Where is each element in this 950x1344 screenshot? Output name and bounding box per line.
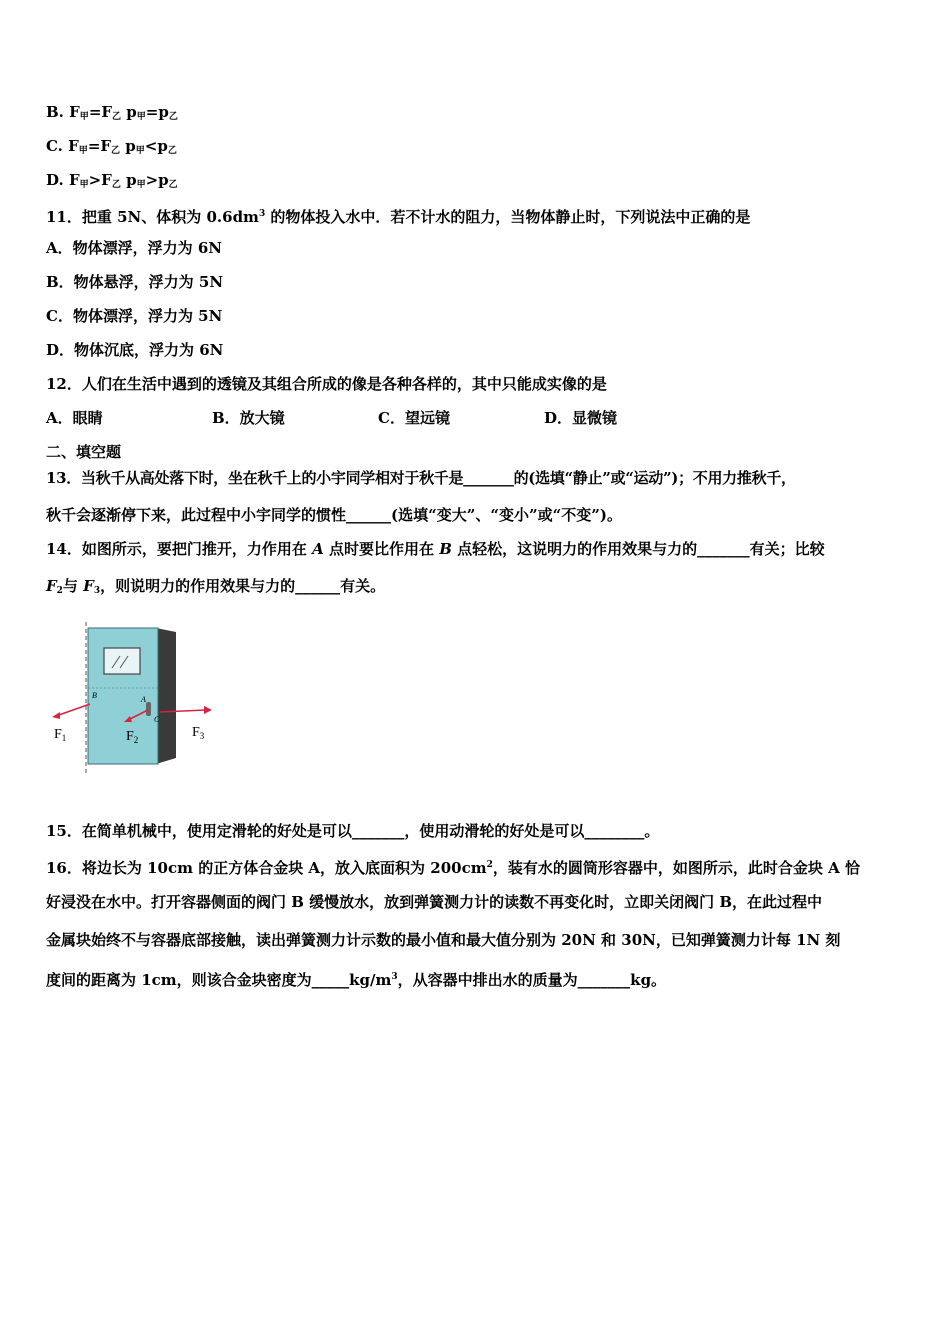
arrow-f1 [56,704,90,716]
q11-stem: 11．把重 5N、体积为 $0.6dm^3$ 的物体投入水中．若不计水的阻力，当物体静止时，下列说法中正确的是 [46,208,751,226]
q10-option-b: B. $F_甲=F_乙$ $p_甲=p_乙$ [46,103,178,122]
door-window [104,648,140,674]
label-f2: $F_2$ [126,729,139,745]
q11-option-a: A．物体漂浮，浮力为 6N [46,239,223,257]
q16-line4: 度间的距离为 1cm，则该合金块密度为$\_\_\_\_\_kg/m^3$，从容器中排出水的质量为_______kg。 [46,971,667,989]
q12-options [46,408,910,428]
door-handle [146,702,151,716]
point-a-label: A [141,695,146,704]
section-heading: 二、填空题 [46,443,122,461]
q14-line1: 14．如图所示，要把门推开，力作用在 A 点时要比作用在 B 点轻松，这说明力的作用效果与力的_______有关；比较 [46,540,825,558]
q11-option-c: C．物体漂浮，浮力为 5N [46,307,223,325]
q16-line1: 16．将边长为 10cm 的正方体合金块 A，放入底面积为 $200cm^2$，装有水的圆筒形容器中，如图所示，此时合金块 A 恰 [46,859,860,877]
label-f3: $F_3$ [192,725,205,741]
door-force-figure [46,618,226,778]
point-b-label: B [92,691,97,700]
q12-option-d: D．显微镜 [544,409,618,427]
q16-line3: 金属块始终不与容器底部接触，读出弹簧测力计示数的最小值和最大值分别为 20N 和 30N，已知弹簧测力计每 1N 刻 [46,931,841,949]
q11-option-b: B．物体悬浮，浮力为 5N [46,273,224,291]
q14-line2: $F_2$与 $F_3$，则说明力的作用效果与力的______有关。 [46,577,386,596]
label-f1: $F_1$ [54,727,67,743]
q13-line1: 13．当秋千从高处落下时，坐在秋千上的小宇同学相对于秋千是_______的(选填“静止”或“运动”)；不用力推秋千， [46,469,796,487]
q13-line2: 秋千会逐渐停下来，此过程中小宇同学的惯性______(选填“变大”、“变小”或“不变”)。 [46,506,622,524]
q16-line2: 好浸没在水中。打开容器侧面的阀门 B 缓慢放水，放到弹簧测力计的读数不再变化时，立即关闭阀门 B，在此过程中 [46,893,823,911]
q10-option-c: C. $F_甲=F_乙$ $p_甲<p_乙$ [46,137,177,156]
q12-stem: 12．人们在生活中遇到的透镜及其组合所成的像是各种各样的，其中只能成实像的是 [46,375,607,393]
door-edge [156,628,176,764]
q12-option-a: A．眼睛 [46,409,103,427]
q15-stem: 15．在简单机械中，使用定滑轮的好处是可以_______，使用动滑轮的好处是可以________。 [46,822,660,840]
q12-option-b: B．放大镜 [212,409,285,427]
q11-option-d: D．物体沉底，浮力为 6N [46,341,224,359]
q12-option-c: C．望远镜 [378,409,450,427]
q10-option-d: D. $F_甲>F_乙$ $p_甲>p_乙$ [46,171,178,190]
point-c-label: C [154,715,160,724]
